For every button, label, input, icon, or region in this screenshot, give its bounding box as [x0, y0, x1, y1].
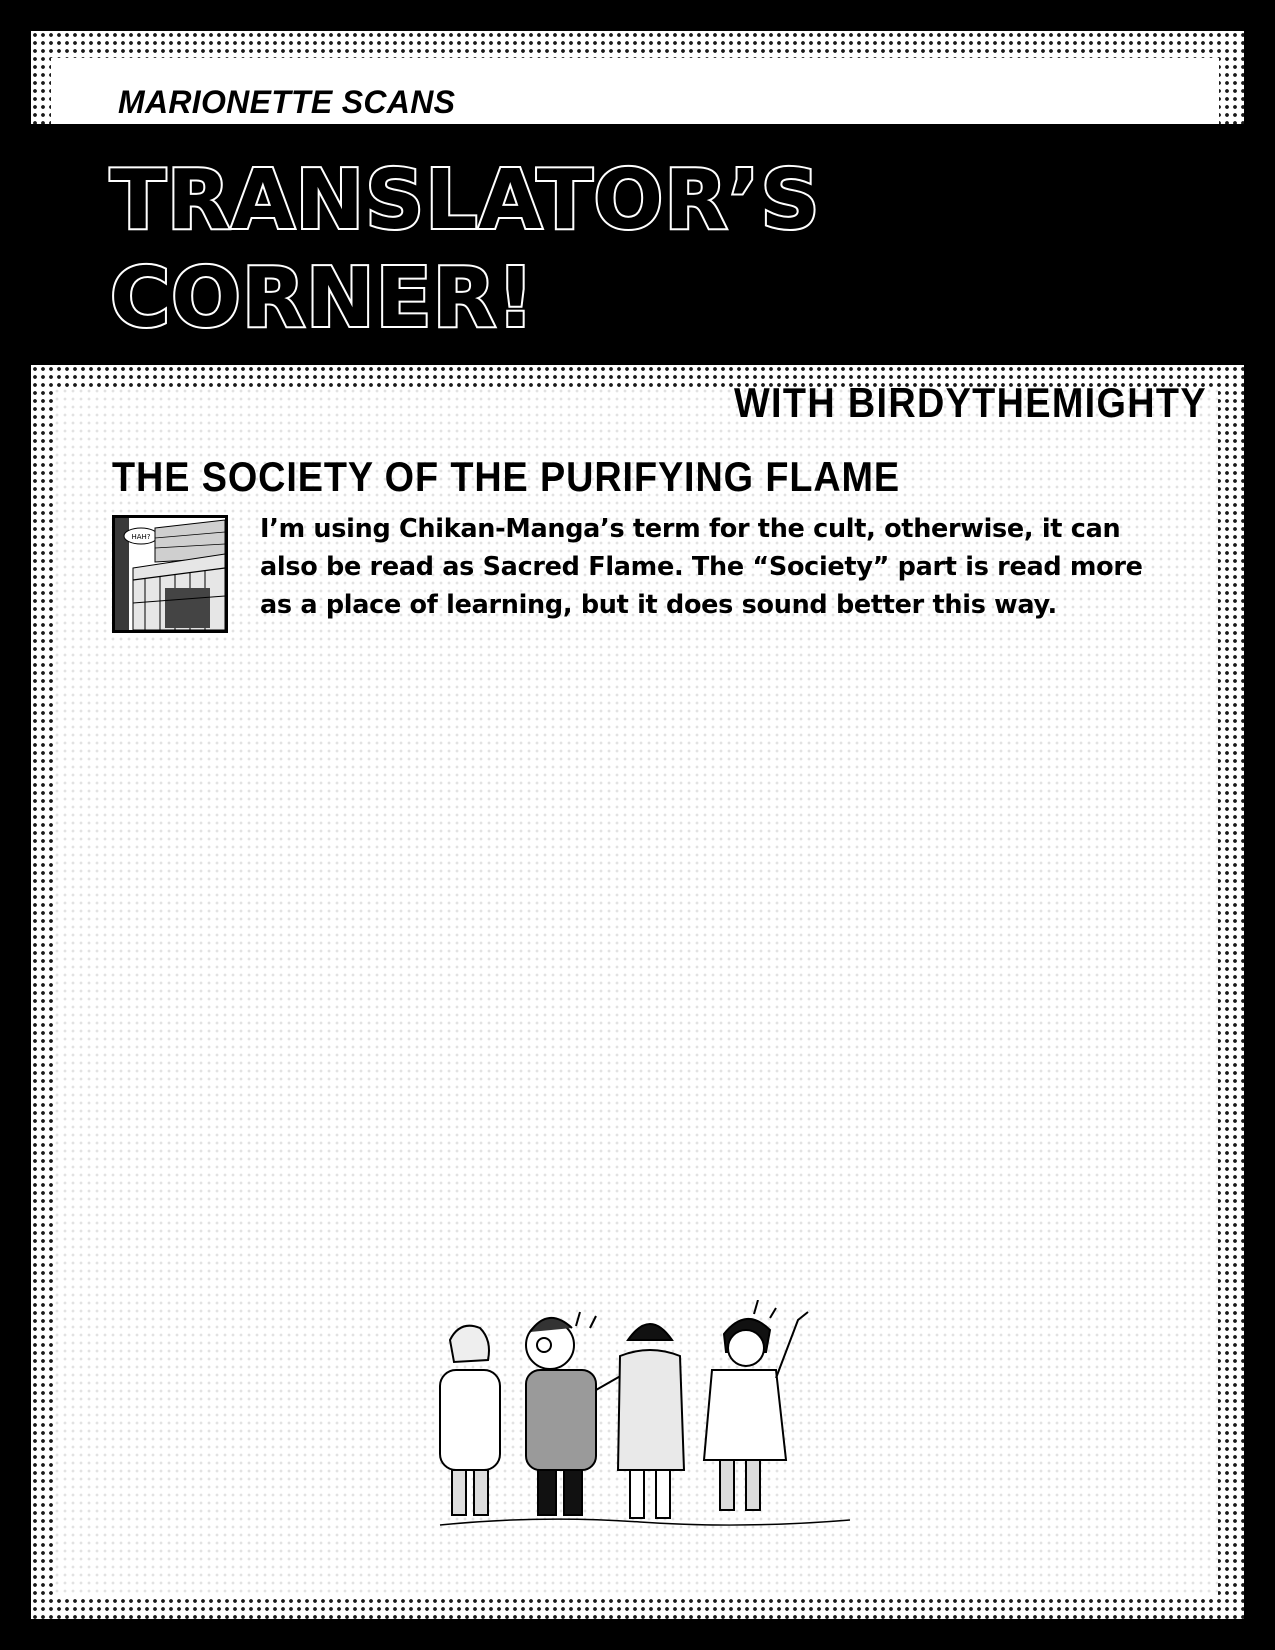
thumbnail-caption: HAH?	[131, 533, 151, 541]
page-title-line-1: TRANSLATOR’S	[110, 153, 821, 248]
group-name: MARIONETTE SCANS	[118, 84, 456, 120]
four-chibi-characters-in-snow-icon	[420, 1300, 860, 1540]
page-title	[110, 152, 821, 348]
page-title-line-2: CORNER!	[110, 251, 536, 346]
manga-panel-thumbnail-icon	[112, 515, 228, 633]
note-body: I’m using Chikan-Manga’s term for the cult, otherwise, it can also be read as Sacred Flame. The “Society” part is read more as a place of learning, but it does sound better this way.	[260, 514, 1143, 620]
translator-credit: WITH BIRDYTHEMIGHTY	[734, 379, 1207, 426]
note-term-heading: THE SOCIETY OF THE PURIFYING FLAME	[112, 453, 901, 500]
